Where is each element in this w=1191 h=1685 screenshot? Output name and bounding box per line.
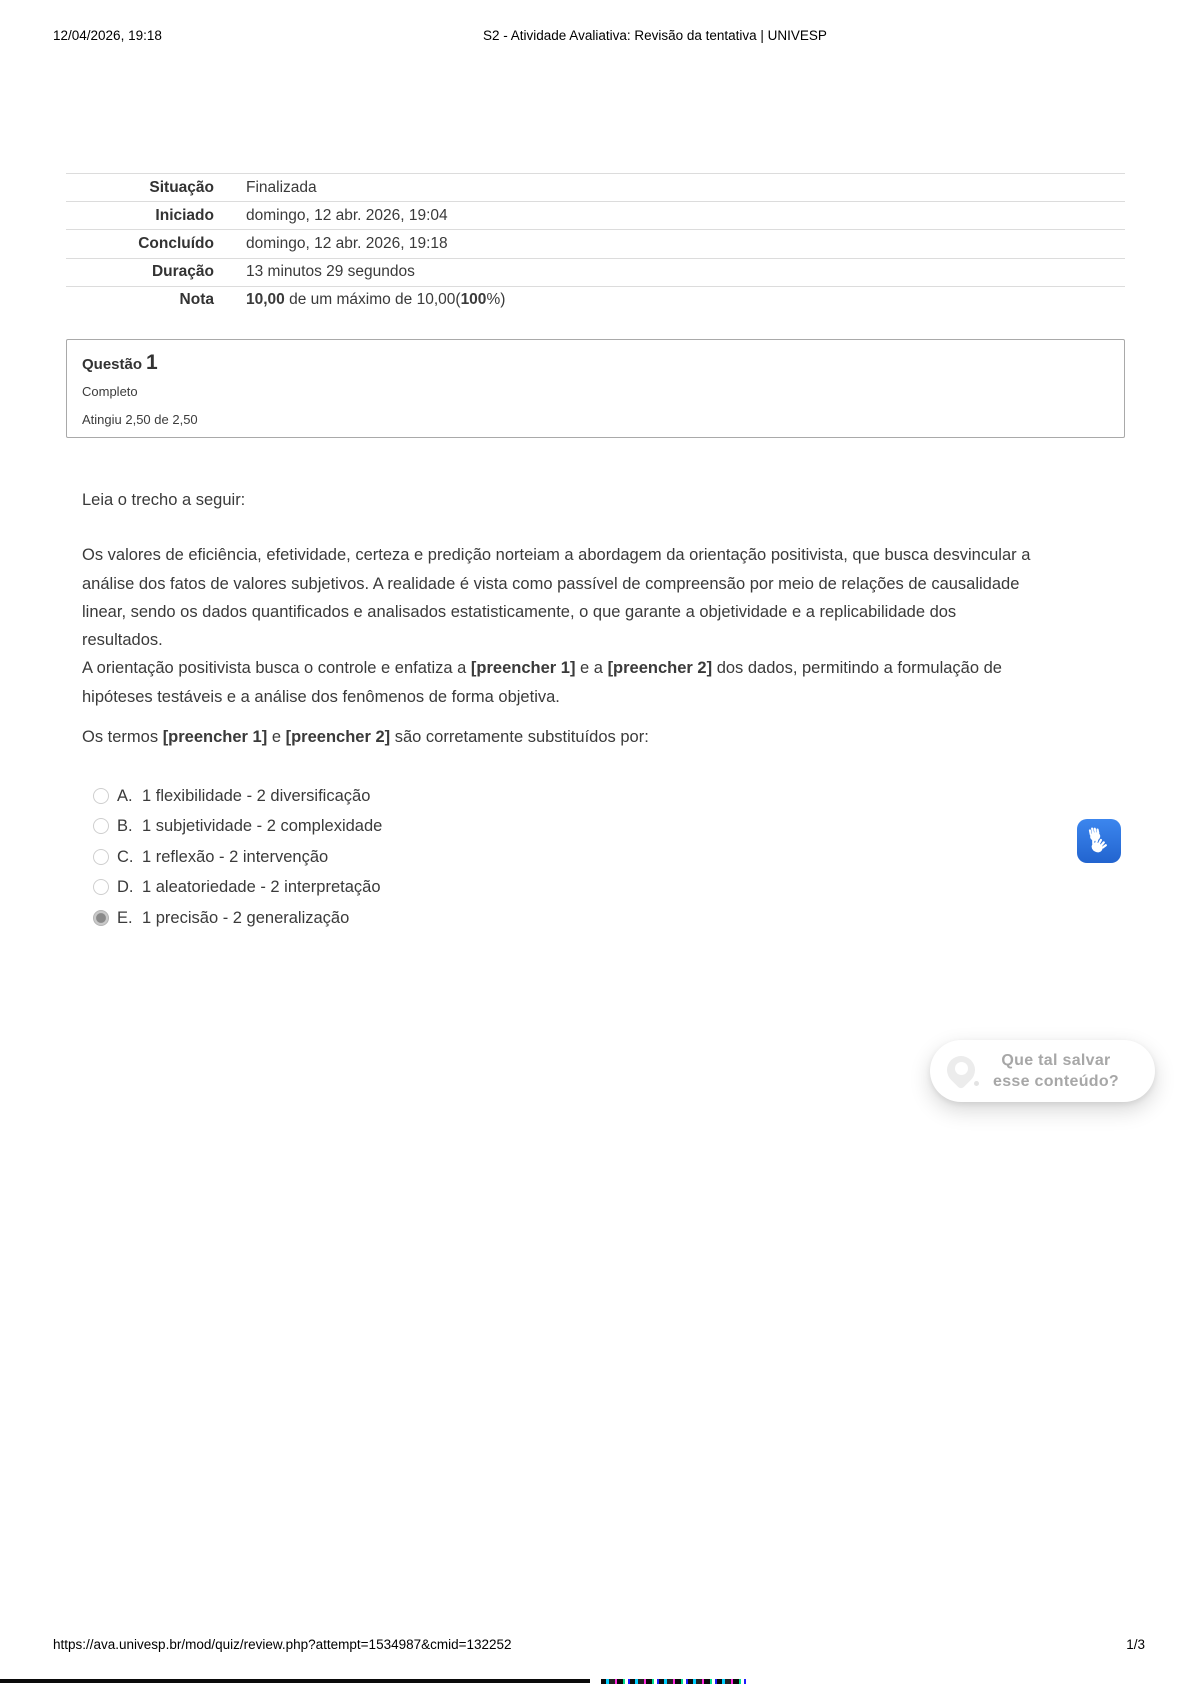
option-c[interactable] [93,842,1040,873]
prompt-text: são corretamente substituídos por: [390,728,649,747]
question-intro: Leia o trecho a seguir: [82,491,246,509]
option-text: 1 reflexão - 2 intervenção [142,847,329,866]
option-text: 1 precisão - 2 generalização [142,908,350,927]
question-title [82,351,1109,375]
row-value: domingo, 12 abr. 2026, 19:18 [246,234,448,252]
save-extension-logo-icon [945,1054,979,1088]
save-content-popup[interactable] [930,1040,1155,1102]
row-label: Nota [179,291,214,309]
radio-button[interactable] [93,788,109,804]
print-datetime: 12/04/2026, 19:18 [53,28,162,43]
attempt-summary-table [66,173,1125,314]
option-text: 1 subjetividade - 2 complexidade [142,817,383,836]
radio-button[interactable] [93,849,109,865]
question-prompt [82,723,1040,751]
question-status: Completo [82,384,138,399]
save-popup-text [993,1050,1119,1092]
table-row [66,173,1125,201]
stem-text: A orientação positivista busca o controle e enfatiza a [82,659,471,678]
option-b[interactable] [93,811,1040,842]
sign-language-hands-icon [1082,824,1116,858]
grade-text: de um máximo de 10,00( [284,291,461,309]
print-title: S2 - Atividade Avaliativa: Revisão da tentativa | UNIVESP [483,28,827,43]
table-row [66,229,1125,257]
print-footer-page-number: 1/3 [1126,1637,1145,1652]
prompt-text: Os termos [82,728,163,747]
option-e[interactable] [93,903,1040,934]
stem-text: e a [575,659,608,678]
option-letter: D. [117,878,134,897]
stem-text: Os valores de eficiência, efetividade, certeza e predição norteiam a abordagem da orientação positivista, que busca desvincular a análise dos fatos de valores subjetivos. A realidade é vista como passível de compreensão por meio de relações de causalidade linear, sendo os dados quantificados e analisados estatisticamente, o que garante a objetividade e a replicabilidade dos resultados. [82,546,1031,650]
row-value: domingo, 12 abr. 2026, 19:04 [246,206,448,224]
option-letter: E. [117,908,133,927]
page-edge-artifact [601,1679,746,1684]
option-letter: B. [117,817,133,836]
table-row-grade [66,286,1125,314]
grade-value: 10,00 [246,291,285,309]
row-value: 13 minutos 29 segundos [246,263,415,281]
option-a[interactable] [93,780,1040,811]
option-text: 1 aleatoriedade - 2 interpretação [142,878,381,897]
save-popup-line1: Que tal salvar [1001,1052,1111,1069]
question-stem [82,541,1040,711]
placeholder-1: [preencher 1] [470,659,576,678]
row-value: Finalizada [246,178,317,196]
radio-button[interactable] [93,818,109,834]
placeholder-2: [preencher 2] [285,728,391,747]
table-row [66,258,1125,286]
question-label: Questão [82,356,143,373]
grade-percent: 100 [460,291,487,309]
libras-accessibility-button[interactable] [1077,819,1121,863]
option-text: 1 flexibilidade - 2 diversificação [142,786,371,805]
option-d[interactable] [93,872,1040,903]
stem-text: dos dados, permitindo a formulação de hipóteses testáveis e a análise dos fenômenos de forma objetiva. [82,659,1002,706]
question-content [82,486,1040,933]
radio-button[interactable] [93,910,109,926]
question-number: 1 [146,351,158,374]
print-footer-url: https://ava.univesp.br/mod/quiz/review.php?attempt=1534987&cmid=132252 [53,1637,512,1652]
placeholder-1: [preencher 1] [162,728,268,747]
question-info-box [66,339,1125,438]
table-row [66,201,1125,229]
question-grade: Atingiu 2,50 de 2,50 [82,412,198,427]
save-popup-line2: esse conteúdo? [993,1073,1120,1090]
row-label: Concluído [138,234,214,252]
row-label: Iniciado [155,206,214,224]
option-letter: A. [117,786,133,805]
answer-options [82,780,1040,933]
placeholder-2: [preencher 2] [607,659,713,678]
radio-button[interactable] [93,879,109,895]
option-letter: C. [117,847,134,866]
row-label: Duração [151,263,214,281]
row-value [232,291,505,309]
row-label: Situação [149,178,214,196]
page-edge-bar [0,1679,590,1683]
prompt-text: e [267,728,286,747]
grade-text: %) [486,291,506,309]
